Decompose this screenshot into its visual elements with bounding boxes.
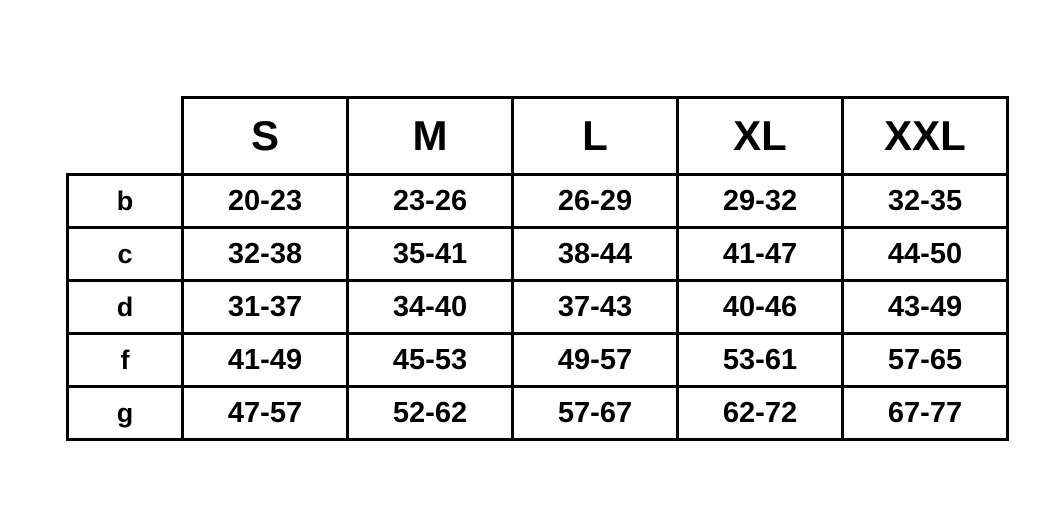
cell-b-xxl: 32-35: [843, 175, 1008, 228]
cell-f-xxl: 57-65: [843, 334, 1008, 387]
cell-g-xl: 62-72: [678, 387, 843, 440]
cell-b-l: 26-29: [513, 175, 678, 228]
cell-d-xxl: 43-49: [843, 281, 1008, 334]
cell-c-s: 32-38: [183, 228, 348, 281]
cell-d-s: 31-37: [183, 281, 348, 334]
cell-f-s: 41-49: [183, 334, 348, 387]
column-header-l: L: [513, 98, 678, 175]
row-label-g: g: [68, 387, 183, 440]
cell-c-l: 38-44: [513, 228, 678, 281]
row-label-d: d: [68, 281, 183, 334]
cell-g-m: 52-62: [348, 387, 513, 440]
size-chart-table: [66, 96, 1009, 441]
row-label-b: b: [68, 175, 183, 228]
table-header-row: [68, 98, 1008, 175]
cell-g-l: 57-67: [513, 387, 678, 440]
cell-b-xl: 29-32: [678, 175, 843, 228]
cell-g-xxl: 67-77: [843, 387, 1008, 440]
size-chart-container: [66, 96, 1009, 441]
table-row: [68, 387, 1008, 440]
table-row: [68, 334, 1008, 387]
cell-f-xl: 53-61: [678, 334, 843, 387]
cell-b-m: 23-26: [348, 175, 513, 228]
column-header-m: M: [348, 98, 513, 175]
table-row: [68, 281, 1008, 334]
row-label-c: c: [68, 228, 183, 281]
cell-g-s: 47-57: [183, 387, 348, 440]
cell-d-l: 37-43: [513, 281, 678, 334]
cell-d-xl: 40-46: [678, 281, 843, 334]
column-header-xl: XL: [678, 98, 843, 175]
cell-b-s: 20-23: [183, 175, 348, 228]
cell-c-xxl: 44-50: [843, 228, 1008, 281]
table-corner-cell: [68, 98, 183, 175]
cell-c-xl: 41-47: [678, 228, 843, 281]
cell-f-m: 45-53: [348, 334, 513, 387]
table-row: [68, 228, 1008, 281]
cell-d-m: 34-40: [348, 281, 513, 334]
column-header-s: S: [183, 98, 348, 175]
cell-f-l: 49-57: [513, 334, 678, 387]
column-header-xxl: XXL: [843, 98, 1008, 175]
cell-c-m: 35-41: [348, 228, 513, 281]
table-row: [68, 175, 1008, 228]
row-label-f: f: [68, 334, 183, 387]
